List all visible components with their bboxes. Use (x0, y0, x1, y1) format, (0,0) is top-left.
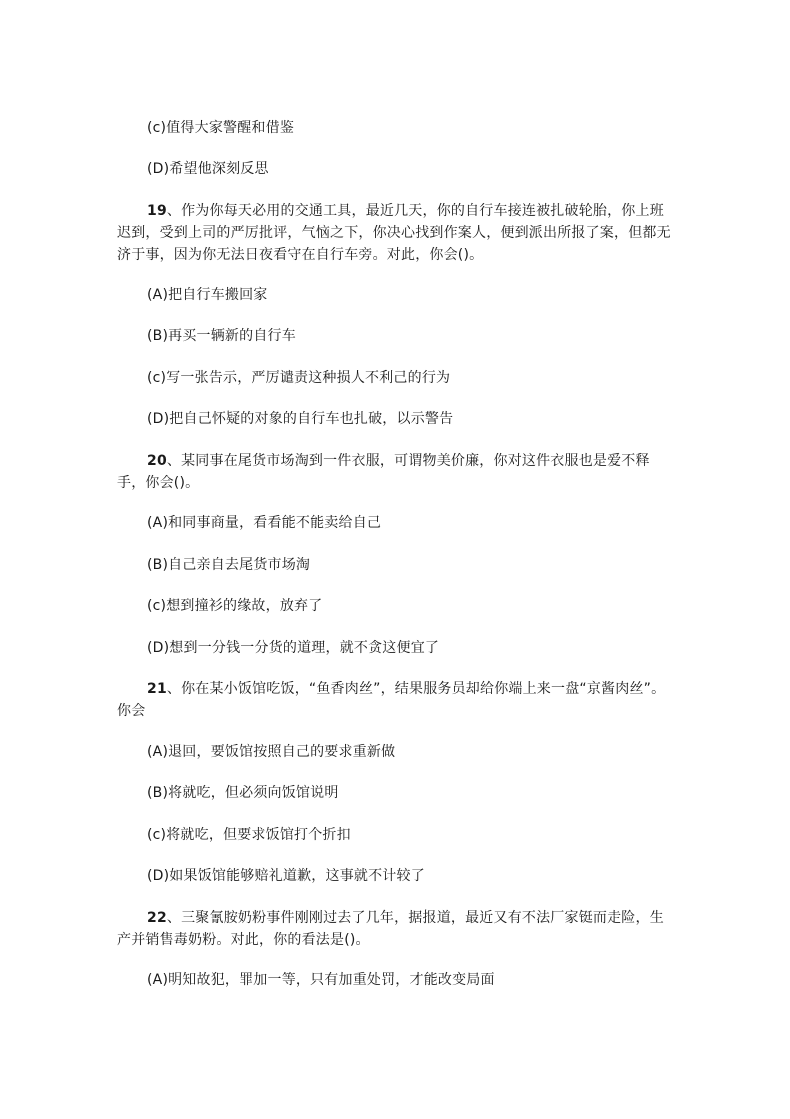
question-text: 、某同事在尾货市场淘到一件衣服，可谓物美价廉，你对这件衣服也是爱不释手，你会()。 (117, 453, 650, 491)
question-number: 19 (147, 203, 167, 219)
option-a: (A)退回，要饭馆按照自己的要求重新做 (147, 744, 396, 760)
question-20 (117, 450, 677, 494)
option-c: (c)将就吃，但要求饭馆打个折扣 (147, 827, 351, 843)
option-b: (B)将就吃，但必须向饭馆说明 (147, 785, 339, 801)
question-number: 20 (147, 453, 167, 469)
option-c: (c)想到撞衫的缘故，放弃了 (147, 598, 323, 614)
option-d: (D)希望他深刻反思 (147, 161, 269, 177)
option-a: (A)和同事商量，看看能不能卖给自己 (147, 515, 382, 531)
option-b: (B)自己亲自去尾货市场淘 (147, 557, 311, 573)
question-number: 22 (147, 910, 167, 926)
question-22 (117, 907, 677, 951)
option-b: (B)再买一辆新的自行车 (147, 328, 296, 344)
option-a: (A)明知故犯，罪加一等，只有加重处罚，才能改变局面 (147, 972, 495, 988)
question-text: 、你在某小饭馆吃饭，“鱼香肉丝”，结果服务员却给你端上来一盘“京酱肉丝”。你会 (117, 681, 666, 719)
question-text: 、作为你每天必用的交通工具，最近几天，你的自行车接连被扎破轮胎，你上班迟到，受到上司的严厉批评，气恼之下，你决心找到作案人，便到派出所报了案，但都无济于事，因为你无法日夜看守在自行车旁。对此，你会()。 (117, 203, 671, 263)
option-c: (c)写一张告示，严厉谴责这种损人不利己的行为 (147, 370, 451, 386)
option-a: (A)把自行车搬回家 (147, 287, 268, 303)
question-text: 、三聚氰胺奶粉事件刚刚过去了几年，据报道，最近又有不法厂家铤而走险，生产并销售毒奶粉。对此，你的看法是()。 (117, 910, 664, 948)
question-21 (117, 678, 677, 722)
option-d: (D)如果饭馆能够赔礼道歉，这事就不计较了 (147, 868, 425, 884)
question-number: 21 (147, 681, 167, 697)
option-d: (D)想到一分钱一分货的道理，就不贪这便宜了 (147, 640, 440, 656)
question-19 (117, 200, 677, 266)
option-c: (c)值得大家警醒和借鉴 (147, 120, 295, 136)
option-d: (D)把自己怀疑的对象的自行车也扎破，以示警告 (147, 411, 454, 427)
